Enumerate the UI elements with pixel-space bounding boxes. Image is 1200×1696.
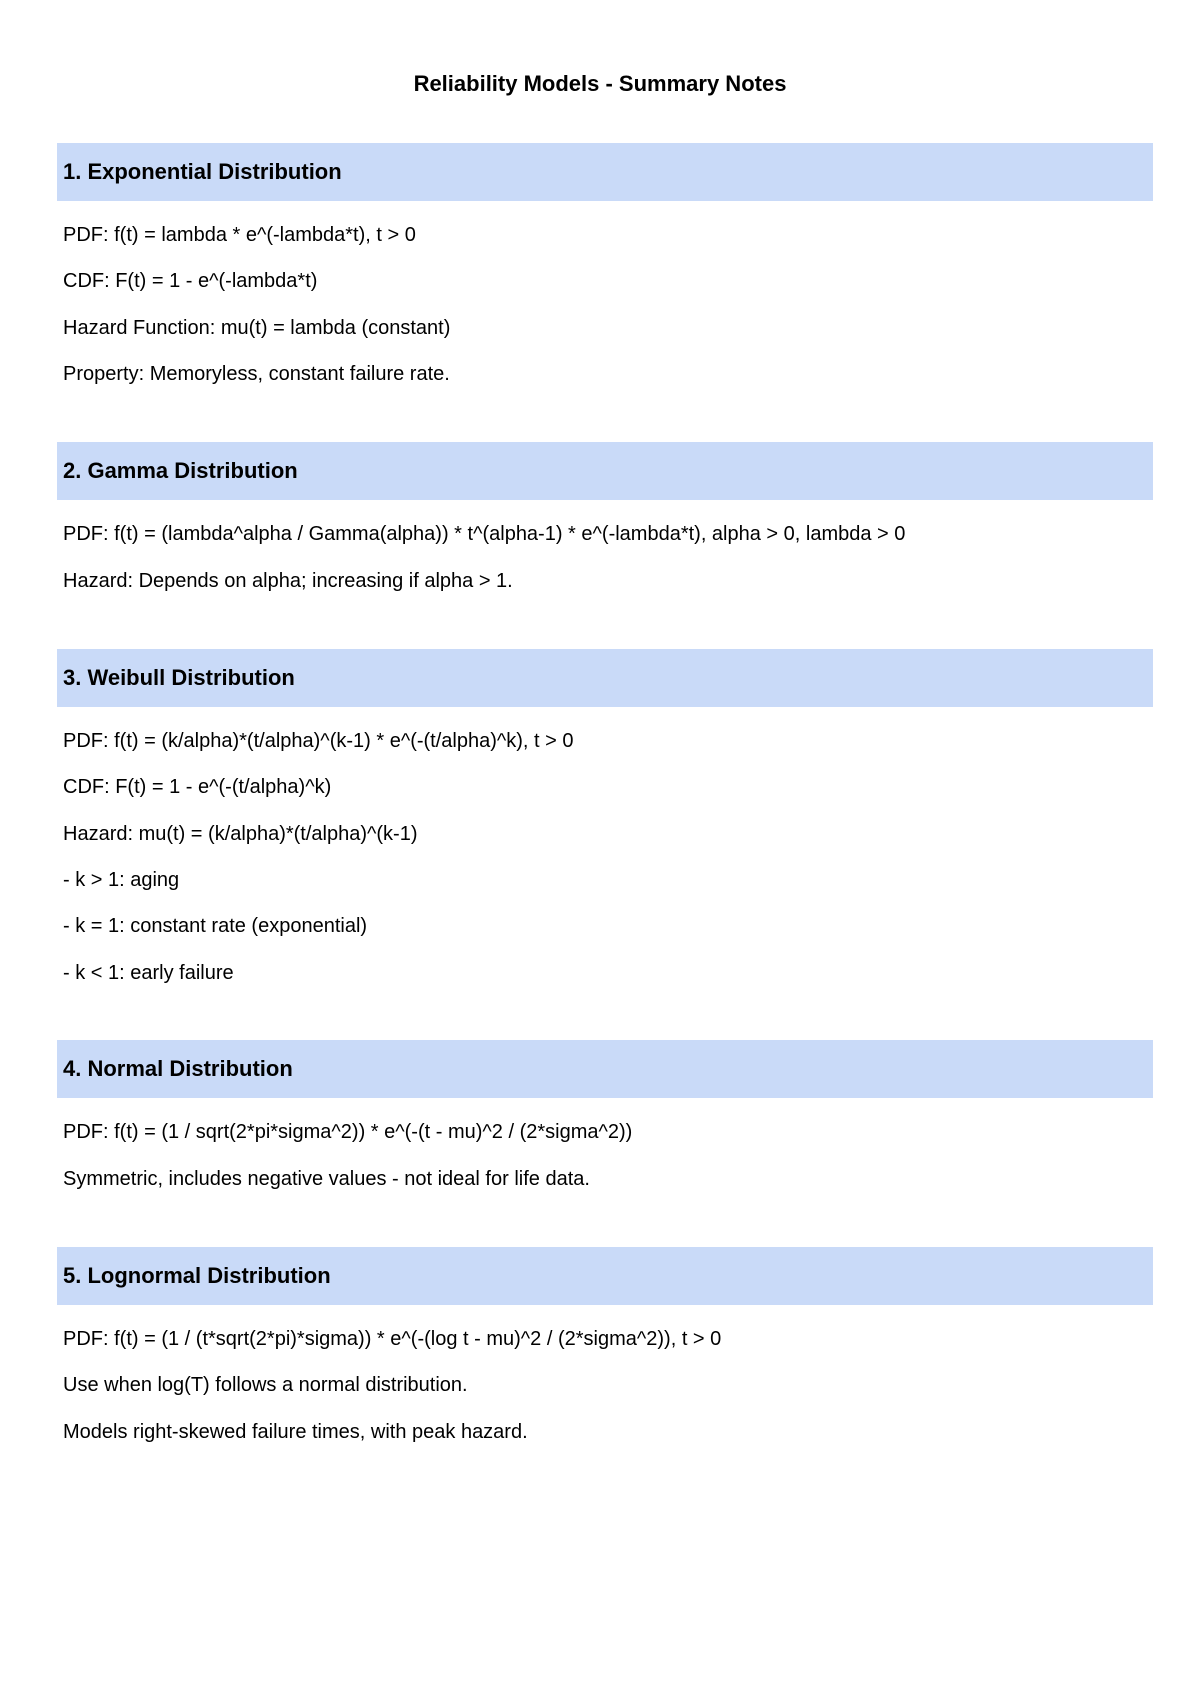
weibull-k-less-line: - k < 1: early failure xyxy=(63,962,234,984)
weibull-pdf-line: PDF: f(t) = (k/alpha)*(t/alpha)^(k-1) * e^(-(t/alpha)^k), t > 0 xyxy=(63,730,574,752)
section-header-exponential: 1. Exponential Distribution xyxy=(57,143,1153,201)
section-header-lognormal: 5. Lognormal Distribution xyxy=(57,1247,1153,1305)
lognormal-pdf-line: PDF: f(t) = (1 / (t*sqrt(2*pi)*sigma)) * e^(-(log t - mu)^2 / (2*sigma^2)), t > 0 xyxy=(63,1328,722,1350)
normal-pdf-line: PDF: f(t) = (1 / sqrt(2*pi*sigma^2)) * e^(-(t - mu)^2 / (2*sigma^2)) xyxy=(63,1121,633,1143)
section-header-normal: 4. Normal Distribution xyxy=(57,1040,1153,1098)
gamma-hazard-line: Hazard: Depends on alpha; increasing if alpha > 1. xyxy=(63,570,513,592)
exponential-cdf-line: CDF: F(t) = 1 - e^(-lambda*t) xyxy=(63,270,318,292)
weibull-cdf-line: CDF: F(t) = 1 - e^(-(t/alpha)^k) xyxy=(63,776,332,798)
section-header-weibull: 3. Weibull Distribution xyxy=(57,649,1153,707)
page-title: Reliability Models - Summary Notes xyxy=(413,71,787,96)
lognormal-models-line: Models right-skewed failure times, with peak hazard. xyxy=(63,1421,528,1443)
normal-note-line: Symmetric, includes negative values - not ideal for life data. xyxy=(63,1168,590,1190)
weibull-k-equal-line: - k = 1: constant rate (exponential) xyxy=(63,915,368,937)
gamma-pdf-line: PDF: f(t) = (lambda^alpha / Gamma(alpha)) * t^(alpha-1) * e^(-lambda*t), alpha > 0, lambda > 0 xyxy=(63,523,906,545)
lognormal-use-line: Use when log(T) follows a normal distribution. xyxy=(63,1374,468,1396)
section-header-gamma: 2. Gamma Distribution xyxy=(57,442,1153,500)
exponential-property-line: Property: Memoryless, constant failure rate. xyxy=(63,363,450,385)
exponential-hazard-line: Hazard Function: mu(t) = lambda (constant) xyxy=(63,317,451,339)
weibull-k-greater-line: - k > 1: aging xyxy=(63,869,180,891)
weibull-hazard-line: Hazard: mu(t) = (k/alpha)*(t/alpha)^(k-1) xyxy=(63,823,418,845)
exponential-pdf-line: PDF: f(t) = lambda * e^(-lambda*t), t > 0 xyxy=(63,224,416,246)
